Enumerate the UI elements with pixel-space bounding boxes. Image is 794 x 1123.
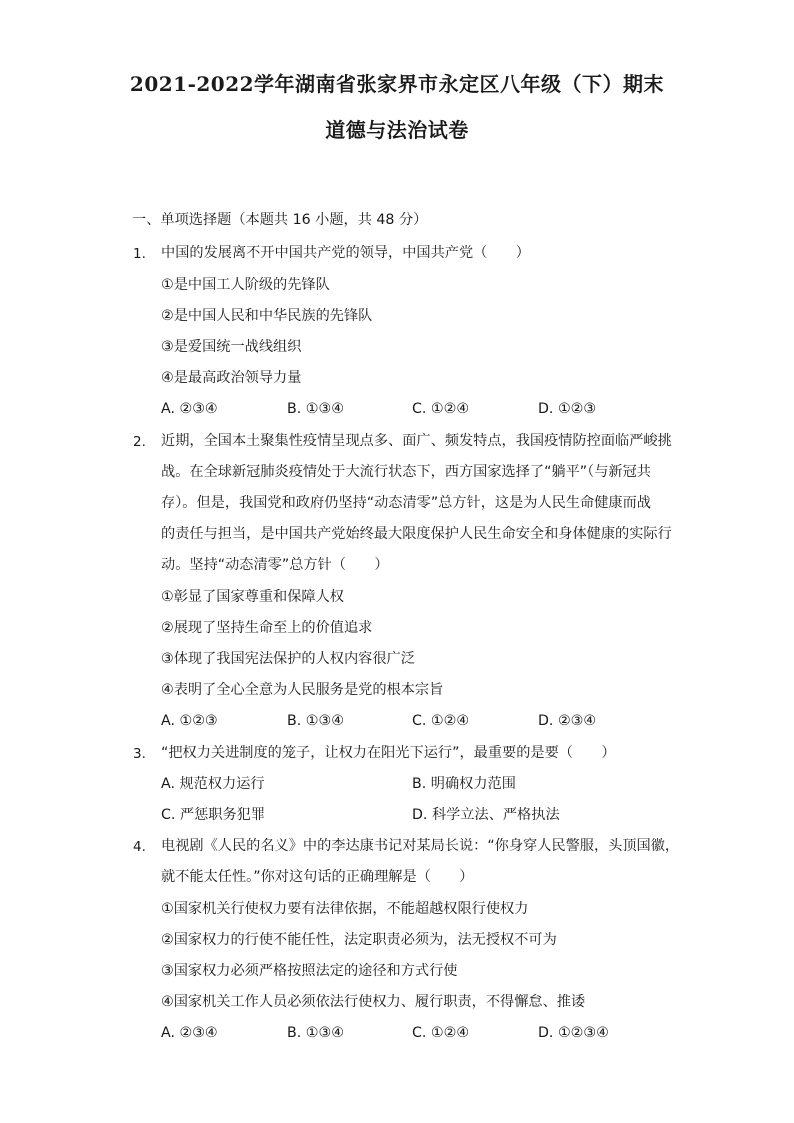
question-stem: 存）。但是，我国党和政府仍坚持“动态清零”总方针，这是为人民生命健康而战	[161, 495, 651, 511]
question-stem: 近期，全国本土聚集性疫情呈现点多、面广、频发特点，我国疫情防控面临严峻挑	[161, 433, 672, 449]
option-d: D. ①②③④	[538, 1025, 609, 1041]
option-a: A. 规范权力运行	[161, 776, 265, 792]
option-c: C. ①②④	[412, 401, 470, 417]
statement: ②国家权力的行使不能任性，法定职责必须为，法无授权不可为	[161, 932, 557, 948]
question-number: 1.	[133, 246, 146, 262]
option-b: B. 明确权力范围	[412, 776, 516, 792]
question-stem: 战。在全球新冠肺炎疫情处于大流行状态下，西方国家选择了“躺平”（与新冠共	[161, 464, 651, 480]
statement: ①是中国工人阶级的先锋队	[161, 277, 330, 293]
option-a: A. ①②③	[161, 713, 218, 729]
exam-title-line1: 2021-2022学年湖南省张家界市永定区八年级（下）期末	[129, 72, 665, 96]
statement: ④国家机关工作人员必须依法行使权力、履行职责，不得懈怠、推诿	[161, 994, 586, 1010]
option-a: A. ②③④	[161, 401, 218, 417]
statement: ③国家权力必须严格按照法定的途径和方式行使	[161, 963, 458, 979]
statement: ③体现了我国宪法保护的人权内容很广泛	[161, 651, 415, 667]
question-stem: 中国的发展离不开中国共产党的领导，中国共产党（ ）	[161, 245, 530, 261]
statement: ②是中国人民和中华民族的先锋队	[161, 308, 373, 324]
question-number: 3.	[133, 746, 146, 762]
statement: ④是最高政治领导力量	[161, 370, 302, 386]
option-c: C. ①②④	[412, 1025, 470, 1041]
statement: ①彰显了国家尊重和保障人权	[161, 589, 344, 605]
statement: ④表明了全心全意为人民服务是党的根本宗旨	[161, 682, 444, 698]
option-c: C. 严惩职务犯罪	[161, 807, 266, 823]
option-c: C. ①②④	[412, 713, 470, 729]
option-d: D. ①②③	[538, 401, 597, 417]
option-b: B. ①③④	[287, 401, 344, 417]
section-heading: 一、单项选择题（本题共 16 小题，共 48 分）	[132, 212, 428, 228]
statement: ②展现了坚持生命至上的价值追求	[161, 620, 373, 636]
statement: ①国家机关行使权力要有法律依据，不能超越权限行使权力	[161, 901, 529, 917]
question-number: 2.	[133, 434, 146, 450]
option-b: B. ①③④	[287, 1025, 344, 1041]
statement: ③是爱国统一战线组织	[161, 339, 302, 355]
question-stem: 电视剧《人民的名义》中的李达康书记对某局长说：“你身穿人民警服，头顶国徽，	[161, 838, 680, 854]
option-a: A. ②③④	[161, 1025, 218, 1041]
exam-title-line2: 道德与法治试卷	[325, 118, 469, 142]
question-stem: 就不能太任性。”你对这句话的正确理解是（ ）	[161, 869, 474, 885]
question-number: 4.	[133, 839, 146, 855]
question-stem: 动。坚持“动态清零”总方针（ ）	[161, 557, 389, 573]
option-d: D. ②③④	[538, 713, 597, 729]
option-b: B. ①③④	[287, 713, 344, 729]
option-d: D. 科学立法、严格执法	[412, 807, 560, 823]
question-stem: 的责任与担当，是中国共产党始终最大限度保护人民生命安全和身体健康的实际行	[161, 526, 672, 542]
question-stem: “把权力关进制度的笼子，让权力在阳光下运行”，最重要的是要（ ）	[161, 745, 616, 761]
